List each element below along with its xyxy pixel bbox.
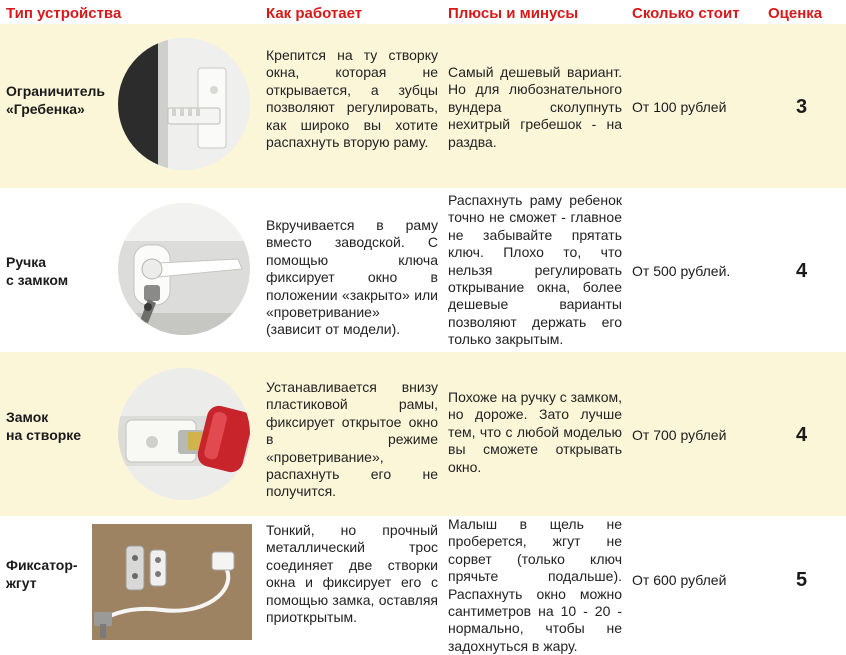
cable-restrictor-photo [92,524,252,640]
pros-cons-text: Малыш в щель не проберется, жгут не сорвет (только ключ прячьте подальше). Распахнуть окно можно сантиметров на 10 - 20 - нормально, чтобы не задохнуться в жару. [448,516,622,654]
sash-lock-photo [118,368,250,500]
pros-cons-text: Похоже на ручку с замком, но дороже. Зато лучше тем, что с любой моделью вы сможете открывать окно. [448,389,623,475]
lock-handle-photo [118,203,250,335]
score-value: 4 [796,260,808,282]
device-name: Ручка с замком [6,254,69,288]
sash-lock-illustration [118,368,250,500]
table-row-sash-lock [0,352,846,516]
how-it-works-text: Тонкий, но прочный металлический трос соединяет две створки окна и фиксирует его с помощью замка, оставляя приоткрытым. [266,522,438,626]
price-text: От 100 рублей [632,99,727,115]
device-name: Фиксатор- жгут [6,557,78,591]
how-it-works-text: Вкручивается в раму вместо заводской. С помощью ключа фиксирует окно в положении «закрыто» или «проветривание» (зависит от модели). [266,217,438,338]
header-how-it-works: Как работает [266,5,363,22]
cable-restrictor-illustration [92,524,252,640]
header-score: Оценка [768,5,823,22]
price-text: От 700 рублей [632,427,727,443]
pros-cons-text: Распахнуть раму ребенок точно не сможет - главное не забывайте прятать ключ. Плохо то, что нельзя регулировать открывание окна, более дешевые варианты позволяют держать его только закрытым. [448,192,622,348]
pros-cons-text: Самый дешевый вариант. Но для любознательного вундера сколупнуть нехитрый гребешок - на раздва. [448,64,622,150]
table-header [0,0,846,24]
table-row-lock-handle [0,188,846,352]
header-price: Сколько стоит [632,5,740,22]
comb-limiter-illustration [118,38,250,170]
price-text: От 600 рублей [632,572,727,588]
device-name: Замок на створке [6,409,82,443]
lock-handle-illustration [118,203,250,335]
score-value: 3 [796,96,808,118]
header-device-type: Тип устройства [6,5,122,22]
header-pros-cons: Плюсы и минусы [448,5,579,22]
device-name: Ограничитель «Гребенка» [6,83,105,117]
price-text: От 500 рублей. [632,263,731,279]
comb-limiter-photo [118,38,250,170]
score-value: 5 [796,569,808,591]
how-it-works-text: Крепится на ту створку окна, которая не открывается, а зубцы позволяют регулировать, как широко вы хотите распахнуть вторую раму. [266,47,438,151]
table-row-comb-limiter [0,24,846,188]
score-value: 4 [796,424,808,446]
how-it-works-text: Устанавливается внизу пластиковой рамы, фиксирует открытое окно в режиме «проветривание», распахнуть его не получится. [266,379,438,500]
table-row-cable-restrictor [0,516,846,654]
